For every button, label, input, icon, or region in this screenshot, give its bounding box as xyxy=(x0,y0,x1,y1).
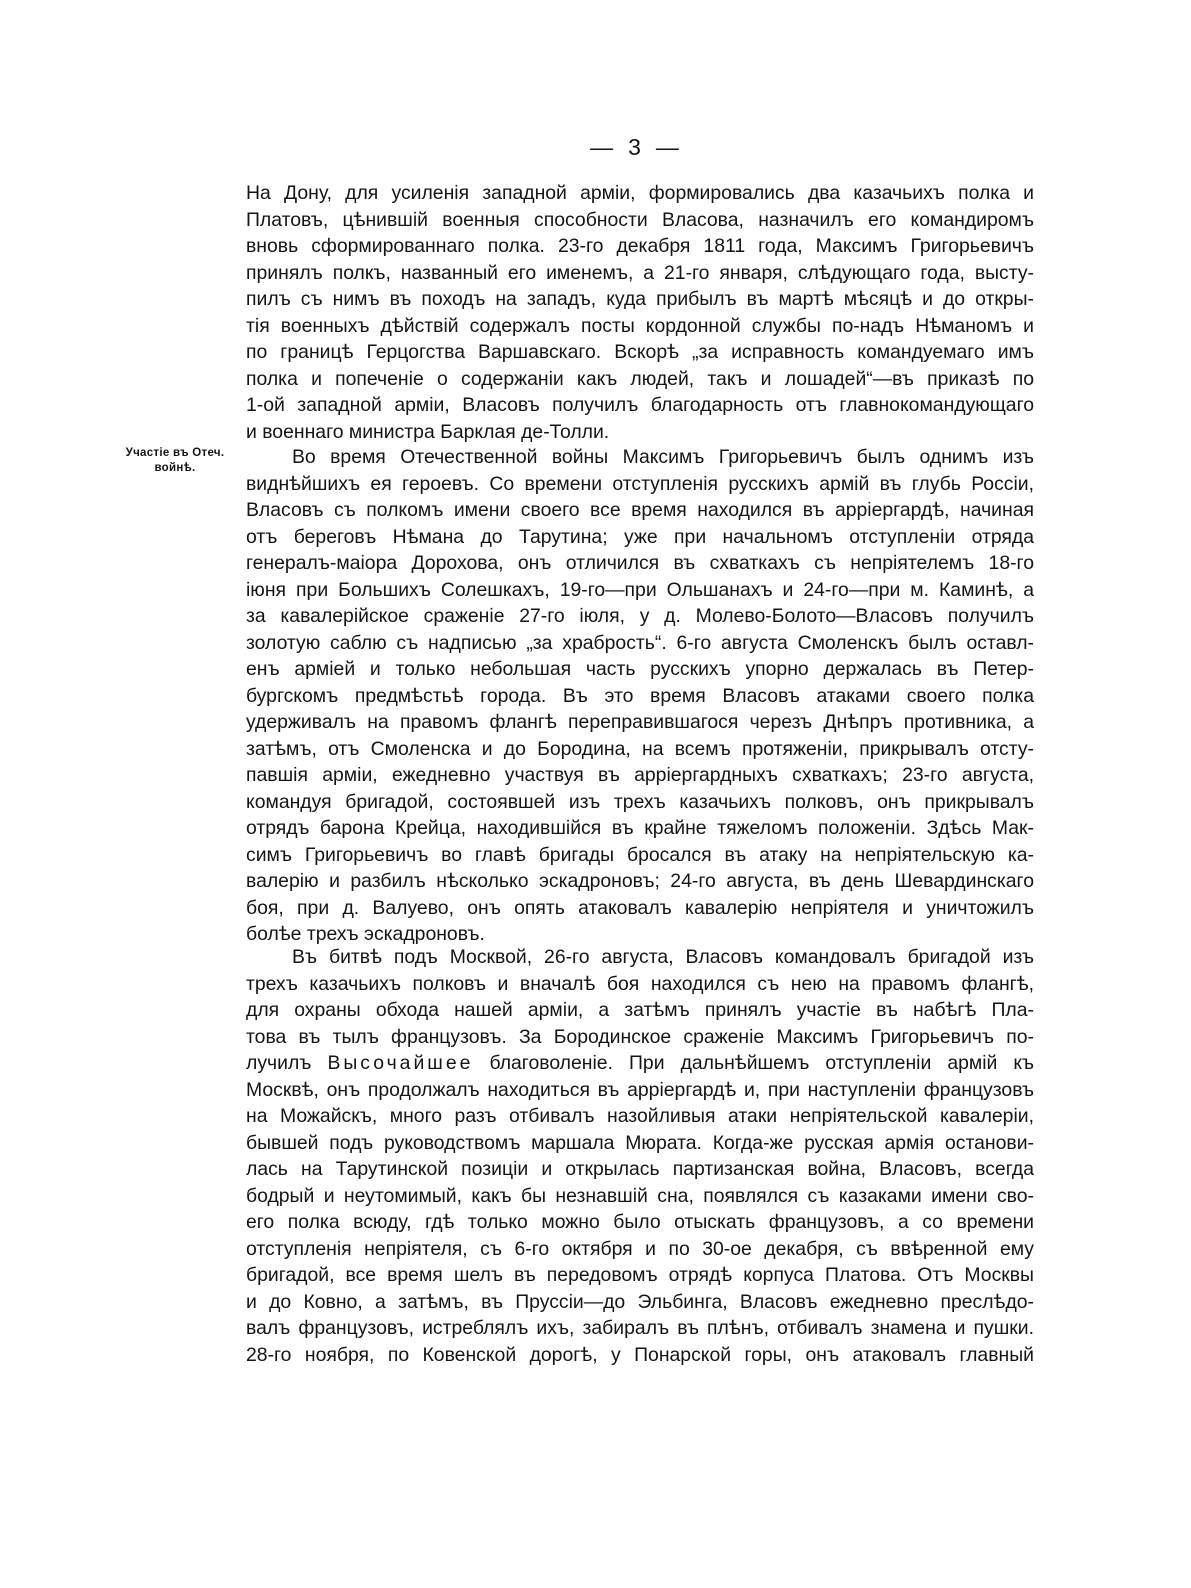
text-line: Власовъ съ полкомъ имени своего все время находился въ арріергардѣ, начиная xyxy=(246,499,1034,521)
text-line: лась на Тарутинской позиціи и открылась партизанская война, Власовъ, всегда xyxy=(246,1158,1034,1180)
text-line: отрядъ барона Крейца, находившійся въ крайне тяжеломъ положеніи. Здѣсь Мак- xyxy=(246,817,1034,839)
text-line: боя, при д. Валуево, онъ опять атаковалъ кавалерію непріятеля и уничтожилъ xyxy=(246,896,1034,919)
text-line: тія военныхъ дѣйствій содержалъ посты кордонной службы по-надъ Нѣманомъ и xyxy=(246,314,1034,337)
text-line: павшія арміи, ежедневно участвуя въ арріергардныхъ схваткахъ; 23-го августа, xyxy=(246,764,1034,786)
margin-note-line: Участіе въ Отеч. xyxy=(125,447,225,459)
text-line: пилъ съ нимъ въ походъ на западъ, куда прибылъ въ мартѣ мѣсяцѣ и до откры- xyxy=(246,288,1034,310)
text-line: бывшей подъ руководствомъ маршала Мюрата. Когда-же русская армія останови- xyxy=(246,1131,1034,1154)
text-line: болѣе трехъ эскадроновъ. xyxy=(246,923,485,945)
text-line: удерживалъ на правомъ флангѣ переправившагося черезъ Днѣпръ противника, а xyxy=(246,711,1034,733)
text-line: полка и попеченіе о содержаніи какъ людей, такъ и лошадей“—въ приказѣ по xyxy=(246,367,1034,390)
text-line: виднѣйшихъ ея героевъ. Со времени отступленія русскихъ армій въ глубь Россіи, xyxy=(246,472,1034,495)
text-line: и военнаго министра Барклая де-Толли. xyxy=(246,420,610,443)
text-line: бодрый и неутомимый, какъ бы незнавшій сна, появлялся съ казаками имени сво- xyxy=(246,1184,1034,1207)
paragraph-3 xyxy=(246,944,1034,1368)
paragraph-2 xyxy=(246,444,1034,948)
margin-note-line: войнѣ. xyxy=(154,462,196,474)
text-line: 28-го ноября, по Ковенской дорогѣ, у Понарской горы, онъ атаковалъ главный xyxy=(246,1343,1034,1366)
text-run: лучилъ xyxy=(246,1052,312,1074)
text-line: его полка всюду, гдѣ только можно было отыскать французовъ, а со времени xyxy=(246,1211,1034,1233)
text-line: вновь сформированнаго полка. 23-го декабря 1811 года, Максимъ Григорьевичъ xyxy=(246,235,1034,257)
paragraph-1 xyxy=(246,180,1034,445)
text-line: На Дону, для усиленія западной арміи, формировались два казачьихъ полка и xyxy=(246,182,1034,204)
text-line: іюня при Большихъ Солешкахъ, 19-го—при Ольшанахъ и 24-го—при м. Каминѣ, а xyxy=(246,578,1034,601)
text-line-mixed xyxy=(246,1050,1034,1077)
text-line: Москвѣ, онъ продолжалъ находиться въ арріергардѣ и, при наступленіи французовъ xyxy=(246,1078,1034,1101)
text-line: трехъ казачьихъ полковъ и вначалѣ боя находился съ нею на правомъ флангѣ, xyxy=(246,972,1034,995)
emphasized-word: Высочайшее xyxy=(327,1052,474,1074)
text-line: затѣмъ, отъ Смоленска и до Бородина, на всемъ протяженіи, прикрывалъ отсту- xyxy=(246,737,1034,760)
page-number: — 3 — xyxy=(590,134,680,160)
text-line: генералъ-маіора Дорохова, онъ отличился въ схваткахъ съ непріятелемъ 18-го xyxy=(246,552,1034,574)
text-line: золотую саблю съ надписью „за храбрость“. 6-го августа Смоленскъ былъ оставл- xyxy=(246,631,1034,654)
text-line: Платовъ, цѣнившій военныя способности Власова, назначилъ его командиромъ xyxy=(246,208,1034,231)
text-line: бригадой, все время шелъ въ передовомъ отрядѣ корпуса Платова. Отъ Москвы xyxy=(246,1264,1034,1286)
text-line: валъ французовъ, истреблялъ ихъ, забиралъ въ плѣнъ, отбивалъ знамена и пушки. xyxy=(246,1317,1034,1339)
margin-note xyxy=(108,446,242,476)
text-line: командуя бригадой, состоявшей изъ трехъ казачьихъ полковъ, онъ прикрывалъ xyxy=(246,790,1034,813)
text-line: отступленія непріятеля, съ 6-го октября и по 30-ое декабря, съ ввѣренной ему xyxy=(246,1237,1034,1260)
text-line: и до Ковно, а затѣмъ, въ Пруссіи—до Эльбинга, Власовъ ежедневно преслѣдо- xyxy=(246,1290,1034,1313)
text-line: бургскомъ предмѣстьѣ города. Въ это время Власовъ атаками своего полка xyxy=(246,684,1034,707)
text-line: валерію и разбилъ нѣсколько эскадроновъ; 24-го августа, въ день Шевардинскаго xyxy=(246,870,1034,892)
text-run: благоволеніе. При дальнѣйшемъ отступленіи армій къ xyxy=(489,1052,1034,1074)
text-line: по границѣ Герцогства Варшавскаго. Вскорѣ „за исправность командуемаго имъ xyxy=(246,341,1034,363)
text-line: за кавалерійское сраженіе 27-го іюля, у д. Молево-Болото—Власовъ получилъ xyxy=(246,605,1034,627)
text-line: отъ береговъ Нѣмана до Тарутина; уже при начальномъ отступленіи отряда xyxy=(246,525,1034,548)
text-line: Въ битвѣ подъ Москвой, 26-го августа, Власовъ командовалъ бригадой изъ xyxy=(292,946,1034,968)
text-line: принялъ полкъ, названный его именемъ, а 21-го января, слѣдующаго года, высту- xyxy=(246,261,1034,284)
text-line: на Можайскъ, много разъ отбивалъ назойливыя атаки непріятельской кавалеріи, xyxy=(246,1105,1034,1127)
text-line: 1-ой западной арміи, Власовъ получилъ благодарность отъ главнокомандующаго xyxy=(246,394,1034,416)
text-line: симъ Григорьевичъ во главѣ бригады бросался въ атаку на непріятельскую ка- xyxy=(246,843,1034,866)
text-line: Во время Отечественной войны Максимъ Григорьевичъ былъ однимъ изъ xyxy=(292,446,1034,468)
text-line: това въ тылъ французовъ. За Бородинское сраженіе Максимъ Григорьевичъ по- xyxy=(246,1025,1034,1048)
text-line: енъ арміей и только небольшая часть русскихъ упорно держалась въ Петер- xyxy=(246,658,1034,680)
text-line: для охраны обхода нашей арміи, а затѣмъ принялъ участіе въ набѣгѣ Пла- xyxy=(246,999,1034,1021)
